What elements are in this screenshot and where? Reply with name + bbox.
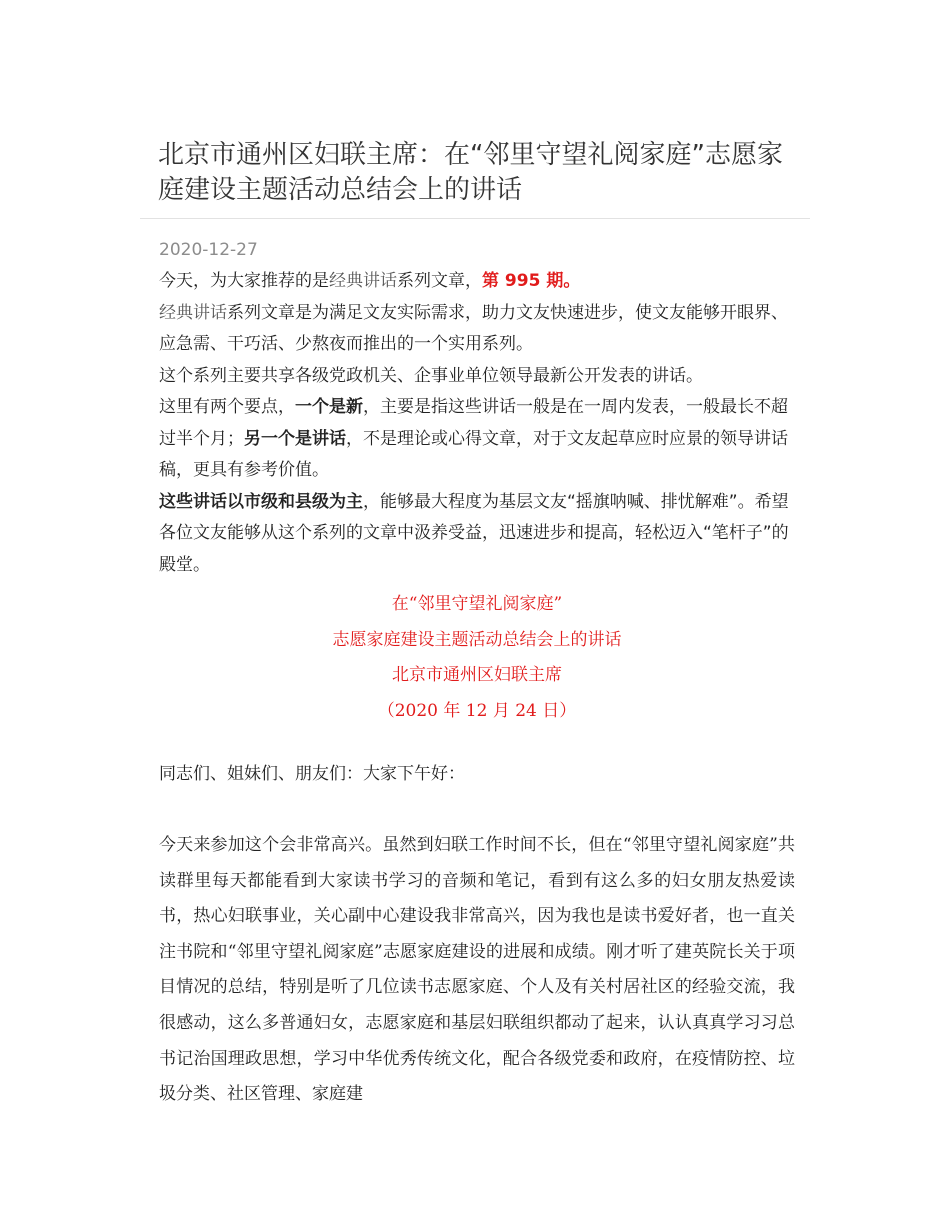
- intro-paragraph-3: 这个系列主要共享各级党政机关、企事业单位领导最新公开发表的讲话。: [159, 365, 703, 386]
- speech-greeting: 同志们、姐妹们、朋友们：大家下午好：: [159, 764, 465, 784]
- intro-paragraph-1: [159, 266, 795, 298]
- intro-text: ，主要是指这些讲话一般是在一周内发表，一般最长不超过半个月；: [159, 397, 788, 449]
- speech-paragraph-1: 今天来参加这个会非常高兴。虽然到妇联工作时间不长，但在“邻里守望礼阅家庭”共读群里每天都能看到大家读书学习的音频和笔记，看到有这么多的妇女朋友热爱读书，热心妇联事业，关心副中心建设我非常高兴，因为我也是读书爱好者，也一直关注书院和“邻里守望礼阅家庭”志愿家庭建设的进展和成绩。刚才听了建英院长关于项目情况的总结，特别是听了几位读书志愿家庭、个人及有关村居社区的经验交流，我很感动，这么多普通妇女，志愿家庭和基层妇联组织都动了起来，认认真真学习习总书记治国理政思想，学习中华优秀传统文化，配合各级党委和政府，在疫情防控、垃圾分类、社区管理、家庭建: [159, 835, 795, 1105]
- title-divider: [140, 218, 810, 219]
- intro-text: ，不是理论或心得文章，对于文友起草应时应景的领导讲话稿，更具有参考价值。: [159, 428, 788, 480]
- speaker-title: 北京市通州区妇联主席: [392, 665, 562, 685]
- issue-number: 第 995 期。: [482, 271, 581, 291]
- key-point-new: 一个是新: [295, 397, 363, 417]
- speech-header: [159, 587, 795, 729]
- speech-date: （2020 年 12 月 24 日）: [377, 700, 577, 721]
- key-point-speech: 另一个是讲话: [244, 428, 346, 449]
- series-name: 经典讲话: [159, 302, 227, 323]
- series-intro: [159, 266, 795, 581]
- intro-paragraph-4: [159, 392, 795, 487]
- speech-title-line-2: 志愿家庭建设主题活动总结会上的讲话: [332, 629, 622, 650]
- intro-paragraph-2: [159, 298, 795, 361]
- intro-text: ，能够最大程度为基层文友“摇旗呐喊、排忧解难”。希望各位文友能够从这个系列的文章中汲养受益，迅速进步和提高，轻松迈入“笔杆子”的殿堂。: [159, 491, 789, 575]
- intro-text: 系列文章，: [397, 271, 482, 291]
- intro-text: 这里有两个要点，: [159, 397, 295, 417]
- speech-title-line-1: 在“邻里守望礼阅家庭”: [391, 594, 563, 614]
- series-name: 经典讲话: [329, 271, 397, 291]
- intro-text: 今天，为大家推荐的是: [159, 271, 329, 291]
- article-title: 北京市通州区妇联主席：在“邻里守望礼阅家庭”志愿家庭建设主题活动总结会上的讲话: [158, 140, 783, 205]
- publish-date: 2020-12-27: [159, 240, 258, 260]
- intro-text: 系列文章是为满足文友实际需求，助力文友快速进步，使文友能够开眼界、应急需、干巧活、少熬夜而推出的一个实用系列。: [159, 302, 788, 354]
- key-point-level: 这些讲话以市级和县级为主: [159, 491, 363, 512]
- intro-paragraph-5: [159, 487, 795, 582]
